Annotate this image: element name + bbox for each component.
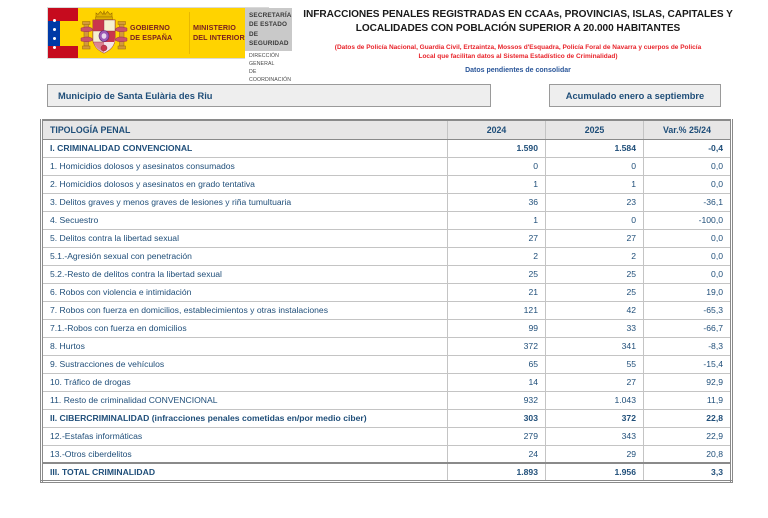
cell-2025: 1.956 — [546, 463, 644, 481]
cell-2025: 23 — [546, 193, 644, 211]
cell-2025: 0 — [546, 211, 644, 229]
cell-2025: 341 — [546, 337, 644, 355]
table-row — [42, 247, 732, 265]
table-row — [42, 463, 732, 481]
logo-divider — [189, 12, 190, 54]
table-row — [42, 319, 732, 337]
table-row — [42, 283, 732, 301]
cell-2025: 33 — [546, 319, 644, 337]
cell-typology: 10. Tráfico de drogas — [42, 373, 448, 391]
cell-variation: -66,7 — [644, 319, 732, 337]
page-title-line2: LOCALIDADES CON POBLACIÓN SUPERIOR A 20.000 HABITANTES — [355, 23, 681, 35]
cell-2025: 55 — [546, 355, 644, 373]
cell-2024: 932 — [448, 391, 546, 409]
spain-flag-stripe-icon — [48, 8, 78, 58]
data-source-line2: Local que facilitan datos al Sistema Estadístico de Criminalidad) — [418, 53, 618, 61]
cell-variation: -15,4 — [644, 355, 732, 373]
flag-dots-icon — [51, 16, 57, 52]
report-title-block — [275, 8, 761, 74]
cell-variation: 0,0 — [644, 265, 732, 283]
cell-typology: 5. Delitos contra la libertad sexual — [42, 229, 448, 247]
cell-variation: -36,1 — [644, 193, 732, 211]
period-selector[interactable] — [549, 84, 721, 107]
table-row — [42, 265, 732, 283]
cell-variation: -65,3 — [644, 301, 732, 319]
column-header-typology: TIPOLOGÍA PENAL — [42, 120, 448, 139]
data-source-line1: (Datos de Policía Nacional, Guardia Civil, Ertzaintza, Mossos d'Esquadra, Policía Foral de Navarra y cuerpos de Policía — [334, 43, 702, 51]
cell-2024: 27 — [448, 229, 546, 247]
table-row — [42, 427, 732, 445]
cell-typology: 11. Resto de criminalidad CONVENCIONAL — [42, 391, 448, 409]
cell-typology: 5.1.-Agresión sexual con penetración — [42, 247, 448, 265]
cell-2025: 1 — [546, 175, 644, 193]
page-title — [275, 8, 761, 37]
cell-variation: -8,3 — [644, 337, 732, 355]
cell-2025: 0 — [546, 157, 644, 175]
table-row — [42, 157, 732, 175]
table-row — [42, 409, 732, 427]
cell-typology: 12.-Estafas informáticas — [42, 427, 448, 445]
cell-variation: -100,0 — [644, 211, 732, 229]
cell-typology: 4. Secuestro — [42, 211, 448, 229]
page-title-line1: INFRACCIONES PENALES REGISTRADAS EN CCAAs, PROVINCIAS, ISLAS, CAPITALES Y — [303, 9, 733, 20]
cell-2024: 99 — [448, 319, 546, 337]
cell-variation: 20,8 — [644, 445, 732, 463]
cell-variation: 0,0 — [644, 175, 732, 193]
cell-2024: 25 — [448, 265, 546, 283]
cell-2025: 343 — [546, 427, 644, 445]
table-body — [42, 139, 732, 481]
pending-consolidation-note: Datos pendientes de consolidar — [465, 66, 571, 74]
column-header-2025: 2025 — [546, 120, 644, 139]
filter-bar-row — [0, 84, 768, 108]
cell-typology: III. TOTAL CRIMINALIDAD — [42, 463, 448, 481]
logo-gobierno-text — [130, 8, 186, 58]
logo-direccion-line1: DIRECCIÓN GENERAL — [249, 53, 280, 67]
cell-variation: 92,9 — [644, 373, 732, 391]
cell-variation: 22,9 — [644, 427, 732, 445]
cell-2024: 1.590 — [448, 139, 546, 157]
cell-2024: 24 — [448, 445, 546, 463]
table-row — [42, 229, 732, 247]
crime-statistics-table-container — [40, 119, 730, 483]
cell-typology: 2. Homicidios dolosos y asesinatos en grado tentativa — [42, 175, 448, 193]
cell-2024: 0 — [448, 157, 546, 175]
table-row — [42, 373, 732, 391]
cell-2025: 27 — [546, 373, 644, 391]
cell-2024: 21 — [448, 283, 546, 301]
cell-variation: 19,0 — [644, 283, 732, 301]
cell-2025: 42 — [546, 301, 644, 319]
table-row — [42, 193, 732, 211]
cell-2025: 27 — [546, 229, 644, 247]
cell-variation: 0,0 — [644, 157, 732, 175]
cell-2024: 279 — [448, 427, 546, 445]
table-row — [42, 175, 732, 193]
table-row — [42, 211, 732, 229]
cell-2024: 1.893 — [448, 463, 546, 481]
logo-ministerio-line2: DEL INTERIOR — [193, 33, 245, 42]
logo-direccion-line2: DE COORDINACIÓN — [249, 68, 292, 83]
spain-coat-of-arms-icon — [78, 8, 130, 58]
cell-2024: 121 — [448, 301, 546, 319]
cell-typology: II. CIBERCRIMINALIDAD (infracciones penales cometidas en/por medio ciber) — [42, 409, 448, 427]
cell-variation: -0,4 — [644, 139, 732, 157]
cell-2024: 303 — [448, 409, 546, 427]
cell-typology: I. CRIMINALIDAD CONVENCIONAL — [42, 139, 448, 157]
cell-variation: 0,0 — [644, 229, 732, 247]
cell-typology: 7.1.-Robos con fuerza en domicilios — [42, 319, 448, 337]
cell-typology: 5.2.-Resto de delitos contra la libertad sexual — [42, 265, 448, 283]
cell-2025: 1.584 — [546, 139, 644, 157]
table-row — [42, 139, 732, 157]
cell-2024: 372 — [448, 337, 546, 355]
logo-gobierno-line2: DE ESPAÑA — [130, 33, 173, 42]
cell-2024: 36 — [448, 193, 546, 211]
municipality-label: Municipio de Santa Eulària des Riu — [58, 90, 213, 101]
logo-secretaria-line1: SECRETARÍA — [249, 12, 292, 19]
logo-secretaria-line3: DE SEGURIDAD — [249, 30, 289, 47]
cell-2025: 29 — [546, 445, 644, 463]
period-label: Acumulado enero a septiembre — [565, 90, 705, 101]
cell-2025: 2 — [546, 247, 644, 265]
cell-typology: 9. Sustracciones de vehículos — [42, 355, 448, 373]
page-header — [0, 0, 768, 83]
table-header-row — [42, 120, 732, 139]
column-header-variation: Var.% 25/24 — [644, 120, 732, 139]
cell-typology: 1. Homicidios dolosos y asesinatos consumados — [42, 157, 448, 175]
logo-secretaria-line2: DE ESTADO — [249, 21, 288, 29]
table-row — [42, 301, 732, 319]
table-row — [42, 391, 732, 409]
cell-variation: 0,0 — [644, 247, 732, 265]
cell-2025: 25 — [546, 283, 644, 301]
column-header-2024: 2024 — [448, 120, 546, 139]
municipality-selector[interactable] — [47, 84, 491, 107]
cell-variation: 22,8 — [644, 409, 732, 427]
cell-typology: 6. Robos con violencia e intimidación — [42, 283, 448, 301]
cell-typology: 7. Robos con fuerza en domicilios, establecimientos y otras instalaciones — [42, 301, 448, 319]
cell-variation: 11,9 — [644, 391, 732, 409]
crime-statistics-table — [40, 119, 733, 483]
data-source-note — [275, 43, 761, 62]
cell-2024: 14 — [448, 373, 546, 391]
logo-ministerio-text — [193, 8, 245, 58]
cell-2024: 1 — [448, 175, 546, 193]
cell-typology: 8. Hurtos — [42, 337, 448, 355]
logo-ministerio-line1: MINISTERIO — [193, 23, 236, 33]
table-row — [42, 445, 732, 463]
cell-variation: 3,3 — [644, 463, 732, 481]
cell-2024: 65 — [448, 355, 546, 373]
cell-2025: 372 — [546, 409, 644, 427]
cell-2025: 25 — [546, 265, 644, 283]
table-row — [42, 355, 732, 373]
table-row — [42, 337, 732, 355]
cell-2025: 1.043 — [546, 391, 644, 409]
government-logo — [47, 7, 292, 83]
cell-typology: 3. Delitos graves y menos graves de lesiones y riña tumultuaria — [42, 193, 448, 211]
cell-typology: 13.-Otros ciberdelitos — [42, 445, 448, 463]
logo-gobierno-line1: GOBIERNO — [130, 23, 170, 33]
cell-2024: 2 — [448, 247, 546, 265]
cell-2024: 1 — [448, 211, 546, 229]
